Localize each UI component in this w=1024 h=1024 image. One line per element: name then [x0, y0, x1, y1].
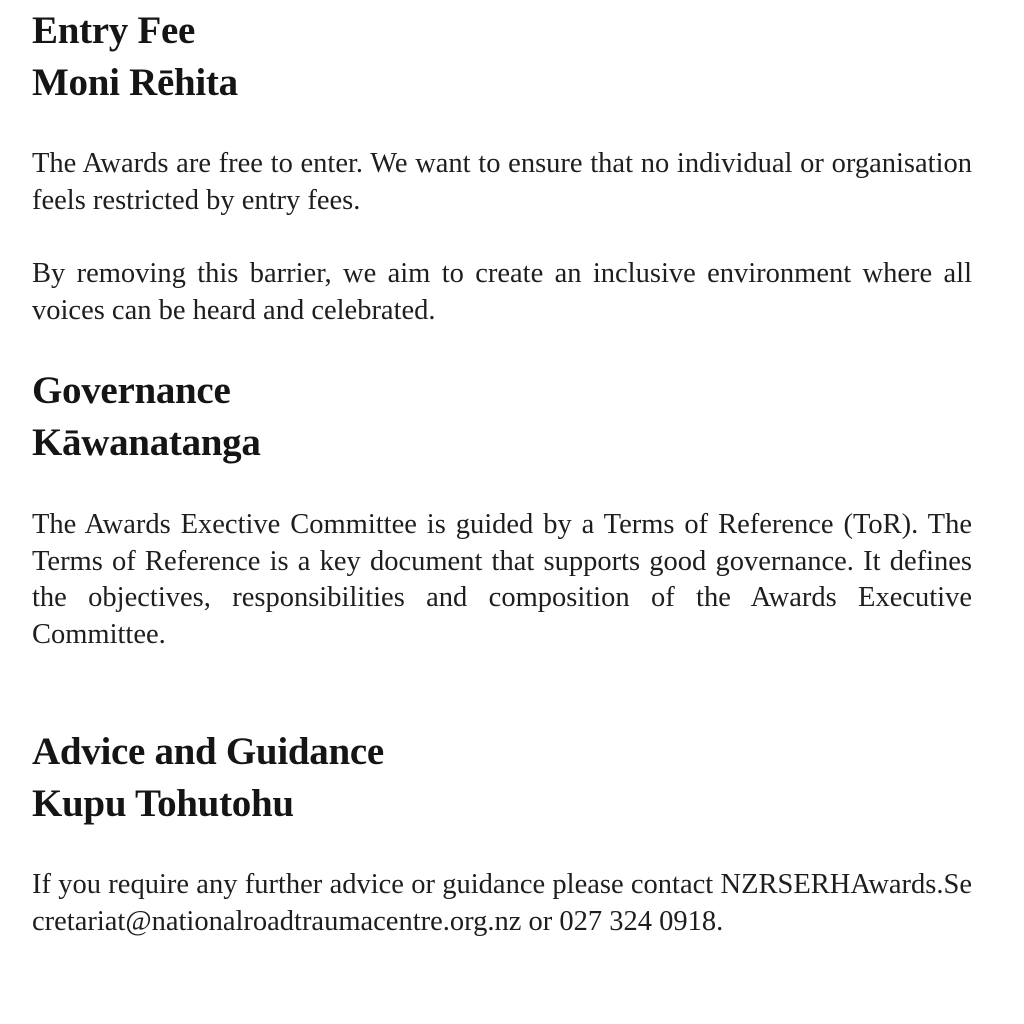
heading-english: Governance — [32, 369, 231, 412]
heading-maori: Kupu Tohutohu — [32, 782, 294, 825]
section-heading — [32, 365, 972, 469]
heading-english: Advice and Guidance — [32, 730, 384, 773]
heading-maori: Moni Rēhita — [32, 61, 238, 104]
contact-joiner: or — [528, 905, 553, 937]
contact-email-link[interactable]: NZRSERHAwards.Secretariat@nationalroadtraumacentre.org.nz — [32, 869, 973, 937]
paragraph: The Awards Exective Committee is guided by a Terms of Reference (ToR). The Terms of Reference is a key document that supports good governance. It defines the objectives, responsibilities and composition of the Awards Executive Committee. — [32, 509, 972, 650]
contact-end: . — [716, 905, 724, 937]
paragraph: By removing this barrier, we aim to create an inclusive environment where all voices can be heard and celebrated. — [32, 258, 972, 326]
contact-intro: If you require any further advice or guidance please contact — [32, 869, 714, 900]
contact-paragraph — [32, 867, 972, 940]
heading-english: Entry Fee — [32, 9, 195, 52]
section-heading — [32, 726, 972, 830]
contact-phone-link[interactable]: 027 324 0918 — [559, 905, 717, 937]
heading-maori: Kāwanatanga — [32, 421, 261, 464]
section-heading — [32, 5, 972, 109]
paragraph: The Awards are free to enter. We want to ensure that no individual or organisation feels restricted by entry fees. — [32, 148, 972, 216]
